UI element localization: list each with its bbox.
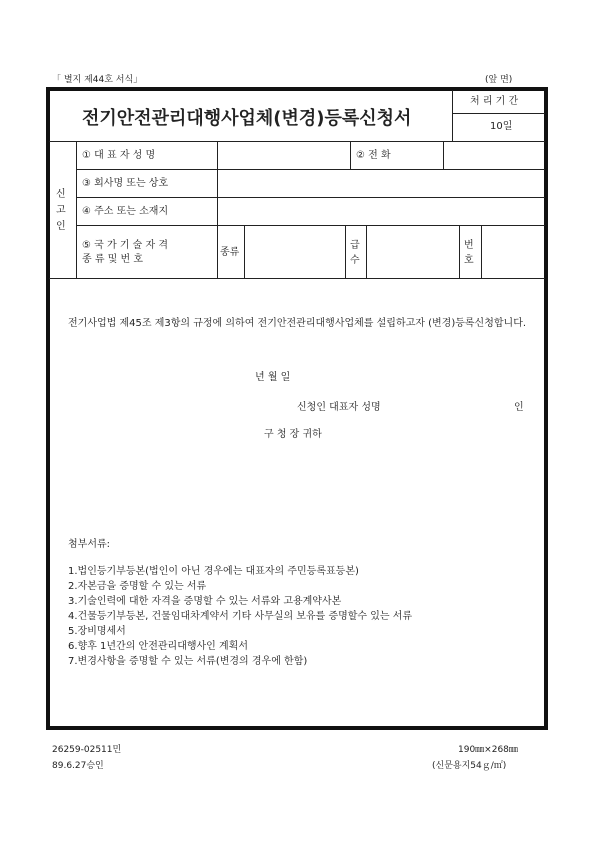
phone-right-divider — [443, 141, 444, 169]
attachment-item: 2.자본금을 증명할 수 있는 서류 — [68, 581, 207, 592]
processing-period-label: 처 리 기 간 — [470, 96, 519, 107]
license-grade-left — [345, 225, 346, 278]
applicant-signer-label: 신청인 대표자 성명 — [297, 402, 381, 413]
processing-box-mid — [452, 113, 545, 114]
license-grade-right — [366, 225, 367, 278]
application-statement: 전기사업법 제45조 제3항의 규정에 의하여 전기안전관리대행사업체를 설립하고자 (변경)등록신청합니다. — [68, 318, 527, 329]
attachment-item: 5.장비명세서 — [68, 626, 126, 637]
license-kind-label: 종류 — [220, 247, 240, 258]
applicant-side-label-2: 고 — [56, 205, 66, 216]
attachment-item: 3.기술인력에 대한 자격을 증명할 수 있는 서류와 고용계약사본 — [68, 596, 342, 607]
form-code: 26259-02511민 — [52, 745, 122, 755]
applicant-row-line-3 — [76, 225, 545, 226]
license-grade-label-1: 급 — [350, 240, 360, 251]
applicant-side-label-1: 신 — [56, 189, 66, 200]
license-number-label-1: 번 — [464, 240, 474, 251]
title-bottom-line — [49, 141, 545, 142]
attachment-item: 7.변경사항을 증명할 수 있는 서류(변경의 경우에 한함) — [68, 656, 308, 667]
processing-box-divider — [452, 90, 453, 141]
applicant-label-divider — [217, 141, 218, 278]
approval-date: 89.6.27승인 — [52, 761, 104, 771]
seal-mark: 인 — [514, 402, 524, 413]
attachment-item: 1.법인등기부등본(법인이 아닌 경우에는 대표자의 주민등록표등본) — [68, 566, 359, 577]
address-label: ④ 주소 또는 소재지 — [82, 206, 169, 217]
license-label-line1: ⑤ 국 가 기 술 자 격 — [82, 240, 168, 251]
license-label-line2: 종 류 및 번 호 — [82, 254, 144, 265]
license-grade-label-2: 수 — [350, 255, 360, 266]
license-number-label-2: 호 — [464, 255, 474, 266]
paper-type: (신문용지54ｇ/㎡) — [432, 761, 507, 771]
page-side-label: (앞 면) — [485, 75, 513, 85]
applicant-side-label-3: 인 — [56, 221, 66, 232]
applicant-bottom-line — [49, 278, 545, 279]
paper-size: 190㎜×268㎜ — [458, 745, 518, 755]
applicant-row-line-1 — [76, 169, 545, 170]
attachment-item: 4.건물등기부등본, 건물임대차계약서 기타 사무실의 보유를 증명할수 있는 서류 — [68, 611, 413, 622]
phone-label: ② 전 화 — [356, 150, 391, 161]
company-name-label: ③ 회사명 또는 상호 — [82, 178, 169, 189]
form-number: 「 별지 제44호 서식」 — [52, 75, 143, 85]
recipient-label: 구 청 장 귀하 — [264, 429, 322, 440]
applicant-row-line-2 — [76, 197, 545, 198]
attachment-item: 6.향후 1년간의 안전관리대행사인 계획서 — [68, 641, 248, 652]
license-number-left — [459, 225, 460, 278]
applicant-side-divider — [76, 141, 77, 278]
license-number-right — [481, 225, 482, 278]
representative-name-label: ① 대 표 자 성 명 — [82, 150, 156, 161]
attachments-heading: 첨부서류: — [68, 539, 111, 550]
processing-period-value: 10일 — [490, 121, 513, 132]
application-date: 년 월 일 — [255, 372, 291, 383]
license-kind-divider — [244, 225, 245, 278]
phone-left-divider — [350, 141, 351, 169]
form-title: 전기안전관리대행사업체(변경)등록신청서 — [82, 108, 412, 129]
